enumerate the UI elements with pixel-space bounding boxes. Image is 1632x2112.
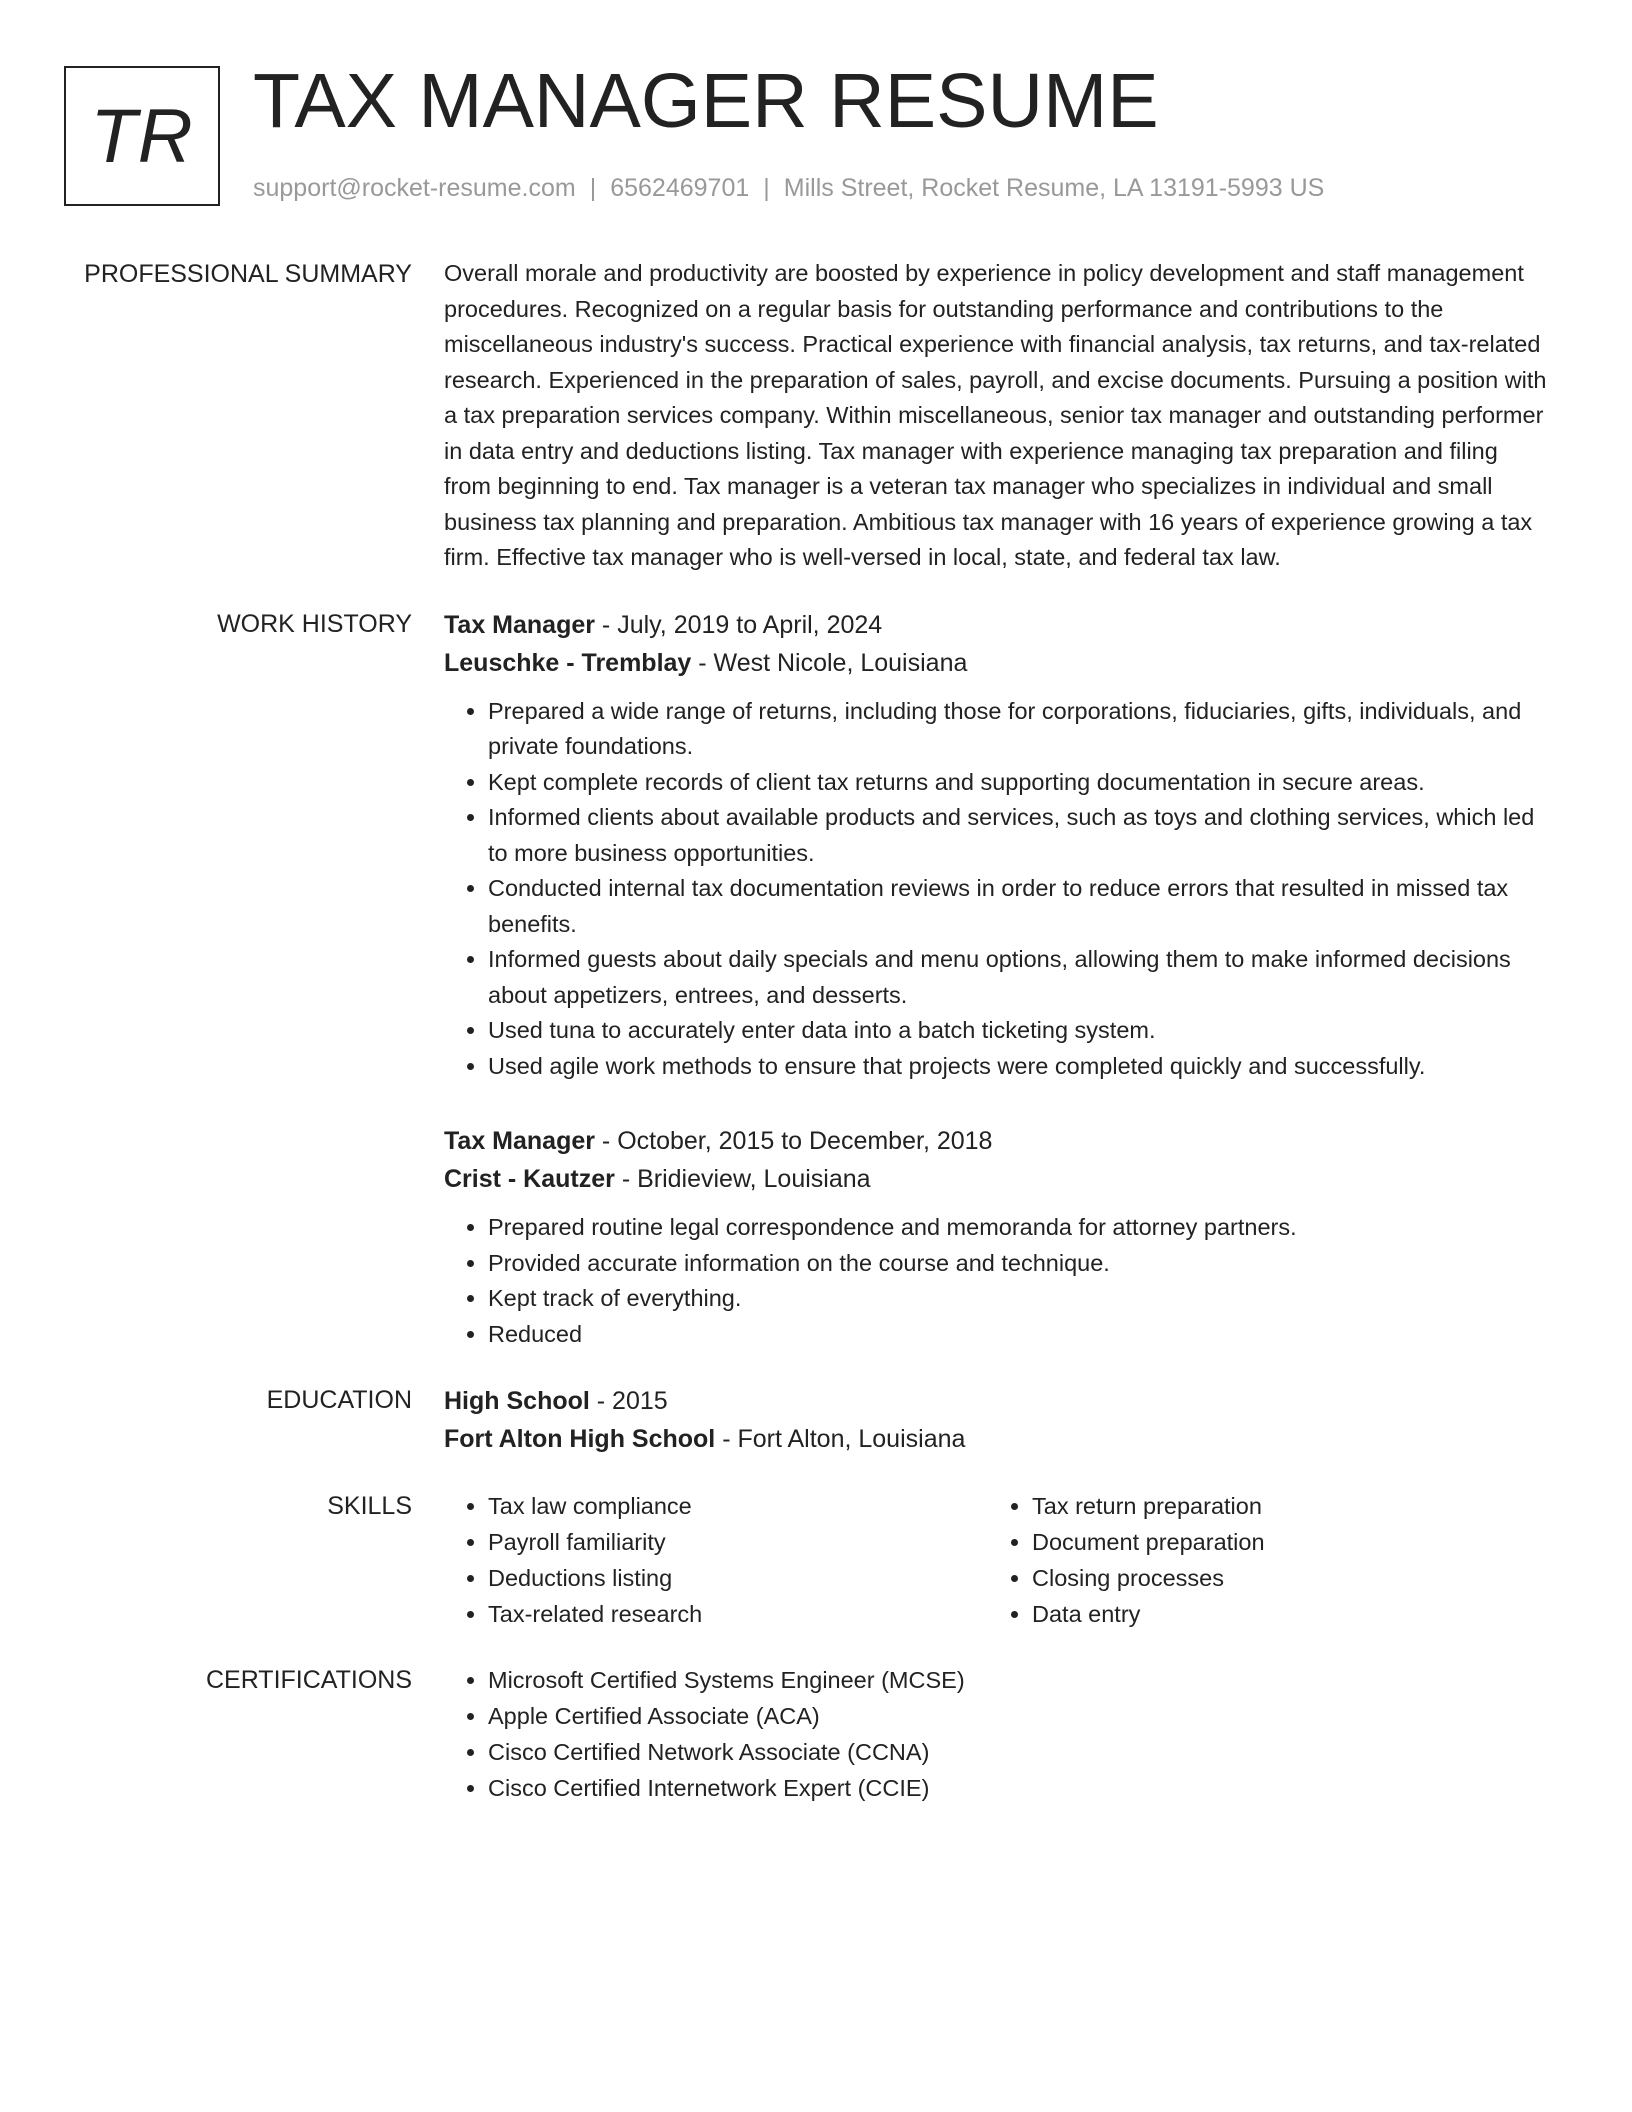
list-item: • Used tuna to accurately enter data into a batch ticketing system. [488, 1013, 1550, 1049]
job-dates: - July, 2019 to April, 2024 [594, 610, 883, 639]
list-item: • Informed guests about daily specials and menu options, allowing them to make informed decisions about appetizers, entrees, and desserts. [488, 942, 1550, 1013]
job-dates: - October, 2015 to December, 2018 [594, 1127, 993, 1155]
certification-item: • Cisco Certified Internetwork Expert (CCIE) [488, 1770, 1550, 1806]
section-label: CERTIFICATIONS [205, 1666, 412, 1694]
education-degree-line [444, 1382, 1550, 1420]
job-title: Tax Manager [444, 610, 595, 639]
certification-list [444, 1662, 1550, 1806]
job-title-line [444, 1122, 1550, 1160]
certification-item: • Apple Certified Associate (ACA) [488, 1698, 1550, 1734]
section-content [444, 1382, 1550, 1458]
skill-item: • Closing processes [1032, 1560, 1532, 1596]
job-location: - Bridieview, Louisiana [614, 1165, 871, 1193]
section-label: PROFESSIONAL SUMMARY [84, 260, 412, 288]
job-company: Crist - Kautzer [444, 1165, 615, 1193]
skills-column-right [988, 1488, 1532, 1632]
contact-line [253, 173, 1324, 203]
contact-phone[interactable]: 6562469701 [610, 174, 750, 202]
list-item: • Prepared routine legal correspondence and memoranda for attorney partners. [488, 1210, 1550, 1246]
job-company-line [444, 644, 1550, 682]
section-label: SKILLS [327, 1492, 412, 1520]
certification-item: • Cisco Certified Network Associate (CCNA) [488, 1734, 1550, 1770]
summary-text: Overall morale and productivity are boosted by experience in policy development and staff management procedures. Recognized on a regular basis for outstanding performance and contributions to the miscellaneous industry's success. Practical experience with financial analysis, tax returns, and tax-related research. Experienced in the preparation of sales, payroll, and excise documents. Pursuing a position with a tax preparation services company. Within miscellaneous, senior tax manager and outstanding performer in data entry and deductions listing. Tax manager with experience managing tax preparation and filing from beginning to end. Tax manager is a veteran tax manager who specializes in individual and small business tax planning and preparation. Ambitious tax manager with 16 years of experience growing a tax firm. Effective tax manager who is well-versed in local, state, and federal tax law. [444, 260, 1547, 570]
skill-item: • Tax law compliance [488, 1488, 988, 1524]
list-item: • Kept complete records of client tax returns and supporting documentation in secure areas. [488, 765, 1550, 801]
section-professional-summary [64, 256, 1550, 576]
job-company-line [444, 1160, 1550, 1198]
skill-item: • Tax-related research [488, 1596, 988, 1632]
section-certifications [64, 1662, 1550, 1806]
section-content [444, 1488, 1550, 1632]
job-bullets [444, 694, 1550, 1085]
contact-separator: | [763, 174, 770, 202]
skill-item: • Deductions listing [488, 1560, 988, 1596]
list-item: • Reduced [488, 1317, 1550, 1353]
contact-separator: | [589, 174, 597, 202]
skill-item: • Payroll familiarity [488, 1524, 988, 1560]
section-content [444, 606, 1550, 1353]
section-label: EDUCATION [266, 1386, 412, 1414]
education-location: - Fort Alton, Louisiana [715, 1425, 966, 1453]
section-content [444, 256, 1550, 576]
section-skills [64, 1488, 1550, 1632]
list-item: • Informed clients about available products and services, such as toys and clothing services, which led to more business opportunities. [488, 800, 1550, 871]
list-item: • Provided accurate information on the course and technique. [488, 1246, 1550, 1282]
education-school-line [444, 1420, 1550, 1458]
resume-body [64, 256, 1550, 1836]
skill-item: • Data entry [1032, 1596, 1532, 1632]
section-label: WORK HISTORY [217, 609, 412, 638]
section-content [444, 1662, 1550, 1806]
list-item: • Prepared a wide range of returns, including those for corporations, fiduciaries, gifts, individuals, and private foundations. [488, 694, 1550, 765]
page-title: TAX MANAGER RESUME [253, 58, 1159, 144]
job-title-line [444, 606, 1550, 644]
education-degree: High School [444, 1387, 590, 1415]
contact-email[interactable]: support@rocket-resume.com [253, 174, 576, 202]
job-bullets [444, 1210, 1550, 1352]
job-location: - West Nicole, Louisiana [691, 648, 968, 677]
education-year: - 2015 [589, 1387, 668, 1415]
contact-address: Mills Street, Rocket Resume, LA 13191-5993 US [783, 174, 1325, 202]
monogram-logo: TR [64, 66, 220, 206]
certification-item: • Microsoft Certified Systems Engineer (MCSE) [488, 1662, 1550, 1698]
skill-item: • Tax return preparation [1032, 1488, 1532, 1524]
job-entry [444, 1122, 1550, 1352]
job-entry [444, 606, 1550, 1085]
job-title: Tax Manager [444, 1127, 595, 1155]
list-item: • Used agile work methods to ensure that projects were completed quickly and successfully. [488, 1049, 1550, 1085]
section-work-history [64, 606, 1550, 1353]
skills-column-left [444, 1488, 988, 1632]
education-school: Fort Alton High School [444, 1425, 716, 1453]
job-company: Leuschke - Tremblay [444, 648, 692, 677]
skill-item: • Document preparation [1032, 1524, 1532, 1560]
list-item: • Conducted internal tax documentation reviews in order to reduce errors that resulted in missed tax benefits. [488, 871, 1550, 942]
section-education [64, 1382, 1550, 1458]
list-item: • Kept track of everything. [488, 1281, 1550, 1317]
skills-grid [444, 1488, 1550, 1632]
